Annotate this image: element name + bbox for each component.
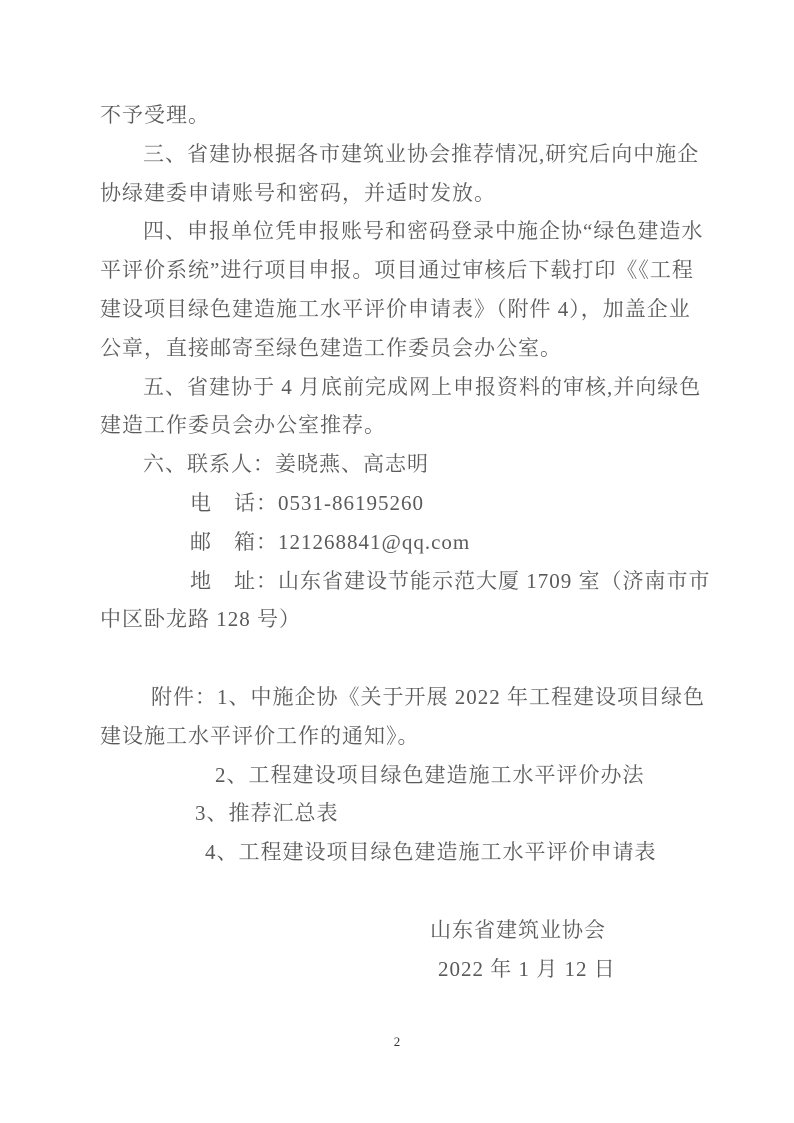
signature-date: 2022 年 1 月 12 日	[438, 956, 616, 981]
attachment-line: 附件：1、中施企协《关于开展 2022 年工程建设项目绿色	[151, 684, 705, 709]
blank-line	[100, 872, 720, 911]
page-number: 2	[393, 1034, 401, 1049]
document-line: 协绿建委申请账号和密码，并适时发放。	[100, 180, 496, 205]
document-line: 三、省建协根据各市建筑业协会推荐情况,研究后向中施企	[143, 141, 700, 166]
document-line: 六、联系人：姜晓燕、高志明	[143, 452, 429, 477]
signature-org: 山东省建筑业协会	[430, 917, 606, 942]
document-line: 平评价系统”进行项目申报。项目通过审核后下载打印《《工程	[100, 258, 694, 283]
attachment-line: 2、工程建设项目绿色建造施工水平评价办法	[215, 762, 645, 787]
attachment-line: 3、推荐汇总表	[195, 801, 339, 826]
document-line: 建造工作委员会办公室推荐。	[100, 413, 386, 438]
blank-line	[100, 639, 720, 678]
document-line: 五、省建协于 4 月底前完成网上申报资料的审核,并向绿色	[143, 374, 702, 399]
document-line: 建设项目绿色建造施工水平评价申请表》（附件 4），加盖企业	[100, 296, 691, 321]
attachment-line: 建设施工水平评价工作的通知》。	[100, 723, 420, 748]
document-line: 四、申报单位凭申报账号和密码登录中施企协“绿色建造水	[143, 219, 704, 244]
document-line: 不予受理。	[100, 103, 210, 127]
contact-address-line: 地 址：山东省建设节能示范大厦 1709 室（济南市市	[190, 568, 711, 593]
contact-phone-line: 电 话：0531-86195260	[190, 490, 424, 515]
contact-email-line: 邮 箱：121268841@qq.com	[190, 529, 471, 554]
document-line: 公章，直接邮寄至绿色建造工作委员会办公室。	[100, 335, 562, 360]
contact-address-line: 中区卧龙路 128 号）	[100, 607, 301, 632]
attachment-line: 4、工程建设项目绿色建造施工水平评价申请表	[205, 840, 657, 865]
document-body	[100, 0, 720, 988]
